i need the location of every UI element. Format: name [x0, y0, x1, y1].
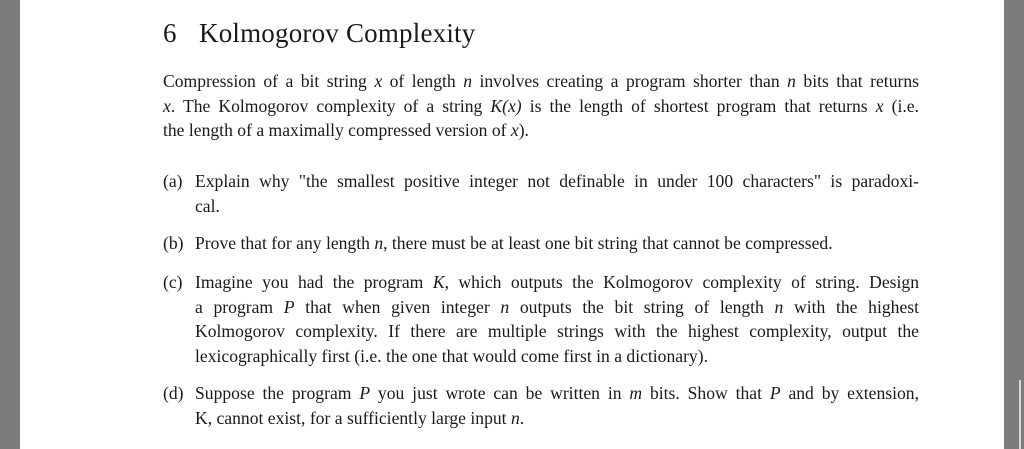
part-label: (c): [163, 272, 183, 292]
part-b: [163, 231, 919, 256]
math-P: P: [769, 383, 781, 403]
intro-paragraph: [163, 69, 919, 143]
part-c-line-2: a program P that when given integer n outputs the bit string of length n with the highest: [195, 296, 919, 317]
part-label: (d): [163, 383, 184, 403]
part-d-line-1: Suppose the program P you just wrote can be written in m bits. Show that P and by extension,: [195, 383, 919, 403]
math-x: x: [875, 95, 884, 116]
part-a: [163, 169, 919, 218]
section-number: 6: [163, 18, 177, 48]
part-c-line-3: Kolmogorov complexity. If there are multiple strings with the highest complexity, output the: [195, 321, 919, 341]
math-x: x: [163, 95, 171, 116]
part-label: (b): [163, 233, 184, 253]
section-heading: [163, 18, 475, 49]
part-a-line-2: cal.: [195, 195, 220, 216]
math-n: n: [774, 296, 784, 317]
math-n: n: [463, 71, 472, 91]
part-label: (a): [163, 171, 183, 191]
math-m: m: [629, 383, 643, 403]
math-x: x: [510, 120, 519, 140]
intro-line-1: Compression of a bit string x of length n involves creating a program shorter than n bits that returns: [163, 71, 919, 91]
math-P: P: [283, 296, 295, 317]
math-P: P: [359, 383, 371, 403]
part-a-line-1: Explain why "the smallest positive integer not definable in under 100 characters" is paradoxi-: [195, 171, 919, 191]
part-c: [163, 270, 919, 368]
part-c-line-4: lexicographically first (i.e. the one that would come first in a dictionary).: [195, 345, 708, 366]
math-n: n: [510, 407, 520, 428]
math-n: n: [787, 71, 796, 91]
intro-line-2: x. The Kolmogorov complexity of a string K(x) is the length of shortest program that returns x (i.e.: [163, 95, 919, 116]
part-d: [163, 381, 919, 430]
math-n: n: [374, 233, 384, 253]
scrollbar-thumb[interactable]: [1019, 380, 1021, 449]
math-Kx: K(x): [490, 95, 522, 116]
math-n: n: [500, 296, 510, 317]
intro-line-3: the length of a maximally compressed version of x).: [163, 120, 529, 140]
math-x: x: [374, 71, 383, 91]
section-title: Kolmogorov Complexity: [199, 18, 476, 48]
part-b-line-1: Prove that for any length n, there must be at least one bit string that cannot be compressed.: [195, 233, 833, 253]
part-d-line-2: K, cannot exist, for a sufficiently large input n.: [195, 407, 525, 428]
part-c-line-1: Imagine you had the program K, which outputs the Kolmogorov complexity of string. Design: [195, 272, 919, 292]
math-K: K: [432, 272, 445, 292]
